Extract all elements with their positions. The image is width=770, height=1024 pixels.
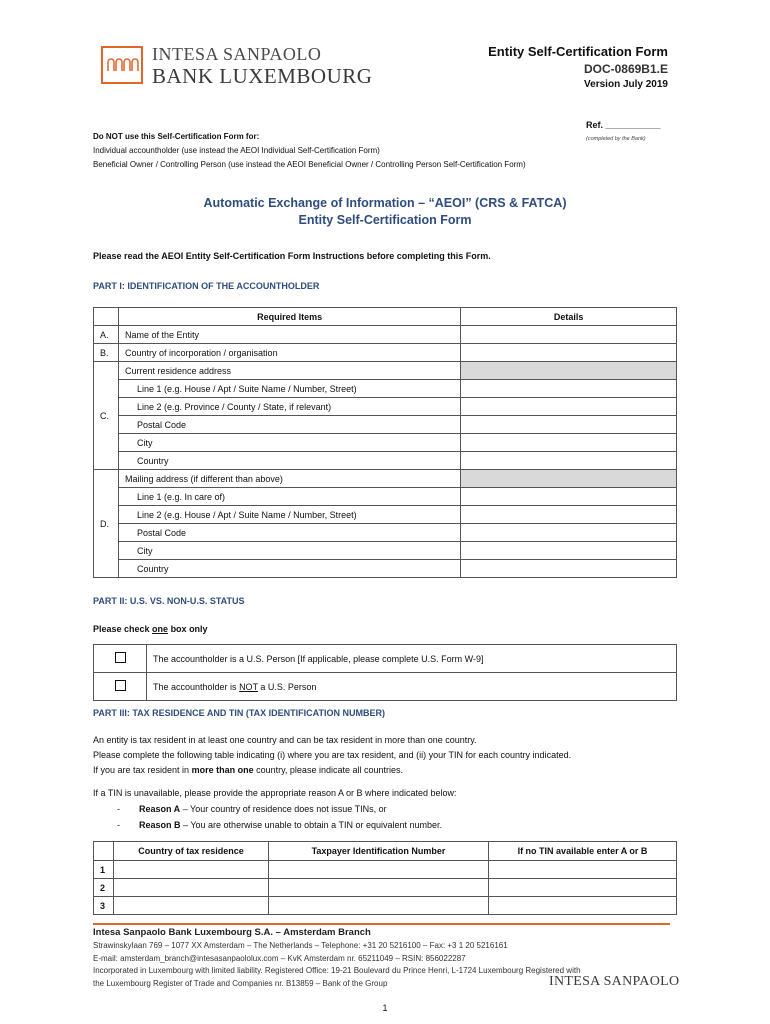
reason-b	[139, 820, 442, 830]
ref-field[interactable]: Ref. ___________	[586, 120, 661, 130]
footer-line1: Strawinskylaan 769 – 1077 XX Amsterdam – The Netherlands – Telephone: +31 20 5216100 – Fax: +3 1 20 5216161	[93, 941, 508, 950]
part3-heading: PART III: TAX RESIDENCE AND TIN (TAX IDENTIFICATION NUMBER)	[93, 708, 385, 718]
us-person-checkbox-cell[interactable]	[94, 645, 147, 673]
row-code: A.	[94, 326, 119, 344]
mailing-city-field[interactable]	[461, 542, 677, 560]
gray-cell	[461, 470, 677, 488]
non-us-person-checkbox-cell[interactable]	[94, 673, 147, 701]
reason-a-dash: -	[117, 804, 120, 814]
row-label: Country	[118, 560, 460, 578]
reason-b-text: – You are otherwise unable to obtain a TIN or equivalent number.	[180, 820, 443, 830]
footer-line3: Incorporated in Luxembourg with limited liability. Registered Office: 19-21 Boulevard du Prince Henri, L-1724 Luxembourg Registered with	[93, 966, 581, 975]
reason-a-text: – Your country of residence does not issue TINs, or	[180, 804, 387, 814]
row-label: Line 2 (e.g. House / Apt / Suite Name / Number, Street)	[118, 506, 460, 524]
p3-pre: If you are tax resident in	[93, 765, 192, 775]
residence-country-field[interactable]	[461, 452, 677, 470]
row-label: Line 1 (e.g. House / Apt / Suite Name / Number, Street)	[118, 380, 460, 398]
option2-post: a U.S. Person	[257, 681, 317, 692]
col-required-items: Required Items	[118, 308, 460, 326]
checkbox-icon[interactable]	[115, 680, 126, 691]
ref-note: (completed by the Bank)	[586, 136, 646, 142]
col-country: Country of tax residence	[114, 842, 269, 861]
row-label: Current residence address	[118, 362, 460, 380]
mailing-line1-field[interactable]	[461, 488, 677, 506]
reason-field[interactable]	[489, 879, 677, 897]
option-us-person: The accountholder is a U.S. Person [If applicable, please complete U.S. Form W-9]	[147, 645, 677, 673]
row-code: D.	[94, 470, 119, 578]
mailing-line2-field[interactable]	[461, 506, 677, 524]
row-code: C.	[94, 362, 119, 470]
main-title-line1: Automatic Exchange of Information – “AEOI” (CRS & FATCA)	[203, 196, 567, 210]
mailing-postal-field[interactable]	[461, 524, 677, 542]
logo-line2: BANK LUXEMBOURG	[152, 64, 373, 88]
row-label: Country	[118, 452, 460, 470]
part1-heading: PART I: IDENTIFICATION OF THE ACCOUNTHOLDER	[93, 281, 320, 291]
notice-line1: Individual accountholder (use instead the AEOI Individual Self-Certification Form)	[93, 146, 380, 155]
row-label: Postal Code	[118, 416, 460, 434]
entity-name-field[interactable]	[461, 326, 677, 344]
p3-post: country, please indicate all countries.	[253, 765, 403, 775]
row-number: 1	[94, 861, 114, 879]
reason-a-label: Reason A	[139, 804, 181, 814]
tin-field[interactable]	[269, 879, 489, 897]
footer-title: Intesa Sanpaolo Bank Luxembourg S.A. – Amsterdam Branch	[93, 927, 371, 938]
notice-line2: Beneficial Owner / Controlling Person (use instead the AEOI Beneficial Owner / Controlling Person Self-Certification Form)	[93, 160, 526, 169]
logo-line1: INTESA SANPAOLO	[152, 44, 322, 64]
status-table	[93, 644, 677, 701]
gray-cell	[461, 362, 677, 380]
footer-rule	[93, 923, 670, 925]
check-post: box only	[168, 624, 208, 634]
tax-residence-table	[93, 841, 677, 915]
reason-field[interactable]	[489, 861, 677, 879]
option2-pre: The accountholder is	[153, 681, 240, 692]
reason-b-label: Reason B	[139, 820, 181, 830]
row-code: B.	[94, 344, 119, 362]
row-label: Country of incorporation / organisation	[118, 344, 460, 362]
identification-table	[93, 307, 677, 578]
footer-line4: the Luxembourg Register of Trade and Companies nr. B13859 – Bank of the Group	[93, 979, 388, 988]
part3-p4: If a TIN is unavailable, please provide the appropriate reason A or B where indicated below:	[93, 788, 457, 798]
country-incorporation-field[interactable]	[461, 344, 677, 362]
p3-bold: more than one	[191, 765, 254, 775]
row-label: Line 2 (e.g. Province / County / State, if relevant)	[118, 398, 460, 416]
col-details: Details	[461, 308, 677, 326]
part3-p1: An entity is tax resident in at least one country and can be tax resident in more than one country.	[93, 735, 477, 745]
row-label: City	[118, 434, 460, 452]
option-non-us-person	[147, 673, 677, 701]
version: Version July 2019	[584, 79, 668, 90]
notice-heading: Do NOT use this Self-Certification Form for:	[93, 132, 260, 141]
col-tin: Taxpayer Identification Number	[269, 842, 489, 861]
residence-city-field[interactable]	[461, 434, 677, 452]
reason-a	[139, 804, 387, 814]
row-label: Name of the Entity	[118, 326, 460, 344]
page-number: 1	[382, 1003, 388, 1013]
doc-code: DOC-0869B1.E	[583, 62, 668, 76]
row-number: 2	[94, 879, 114, 897]
form-title: Entity Self-Certification Form	[488, 44, 668, 59]
part3-p2: Please complete the following table indicating (i) where you are tax resident, and (ii) your TIN for each country indicated.	[93, 750, 572, 760]
col-reason: If no TIN available enter A or B	[489, 842, 677, 861]
residence-line1-field[interactable]	[461, 380, 677, 398]
country-field[interactable]	[114, 897, 269, 915]
row-number: 3	[94, 897, 114, 915]
option2-not: NOT	[239, 681, 258, 692]
part3-p3	[93, 765, 403, 775]
row-label: City	[118, 542, 460, 560]
row-label: Postal Code	[118, 524, 460, 542]
tin-field[interactable]	[269, 861, 489, 879]
check-instruction	[93, 624, 208, 634]
checkbox-icon[interactable]	[115, 652, 126, 663]
country-field[interactable]	[114, 879, 269, 897]
row-label: Mailing address (if different than above)	[118, 470, 460, 488]
country-field[interactable]	[114, 861, 269, 879]
check-pre: Please check	[93, 624, 153, 634]
reason-field[interactable]	[489, 897, 677, 915]
check-one: one	[152, 624, 169, 634]
main-title-line2: Entity Self-Certification Form	[298, 213, 472, 227]
group-logo: INTESA SANPAOLO	[549, 974, 680, 989]
row-label: Line 1 (e.g. In care of)	[118, 488, 460, 506]
instruction: Please read the AEOI Entity Self-Certification Form Instructions before completing this Form.	[93, 251, 491, 261]
mailing-country-field[interactable]	[461, 560, 677, 578]
part2-heading: PART II: U.S. VS. NON-U.S. STATUS	[93, 596, 245, 606]
bank-logo-icon	[101, 46, 143, 84]
tin-field[interactable]	[269, 897, 489, 915]
reason-b-dash: -	[117, 820, 120, 830]
residence-postal-field[interactable]	[461, 416, 677, 434]
residence-line2-field[interactable]	[461, 398, 677, 416]
footer-line2: E-mail: amsterdam_branch@intesasanpaololux.com – KvK Amsterdam nr. 65211049 – RSIN: 856022287	[93, 954, 466, 963]
